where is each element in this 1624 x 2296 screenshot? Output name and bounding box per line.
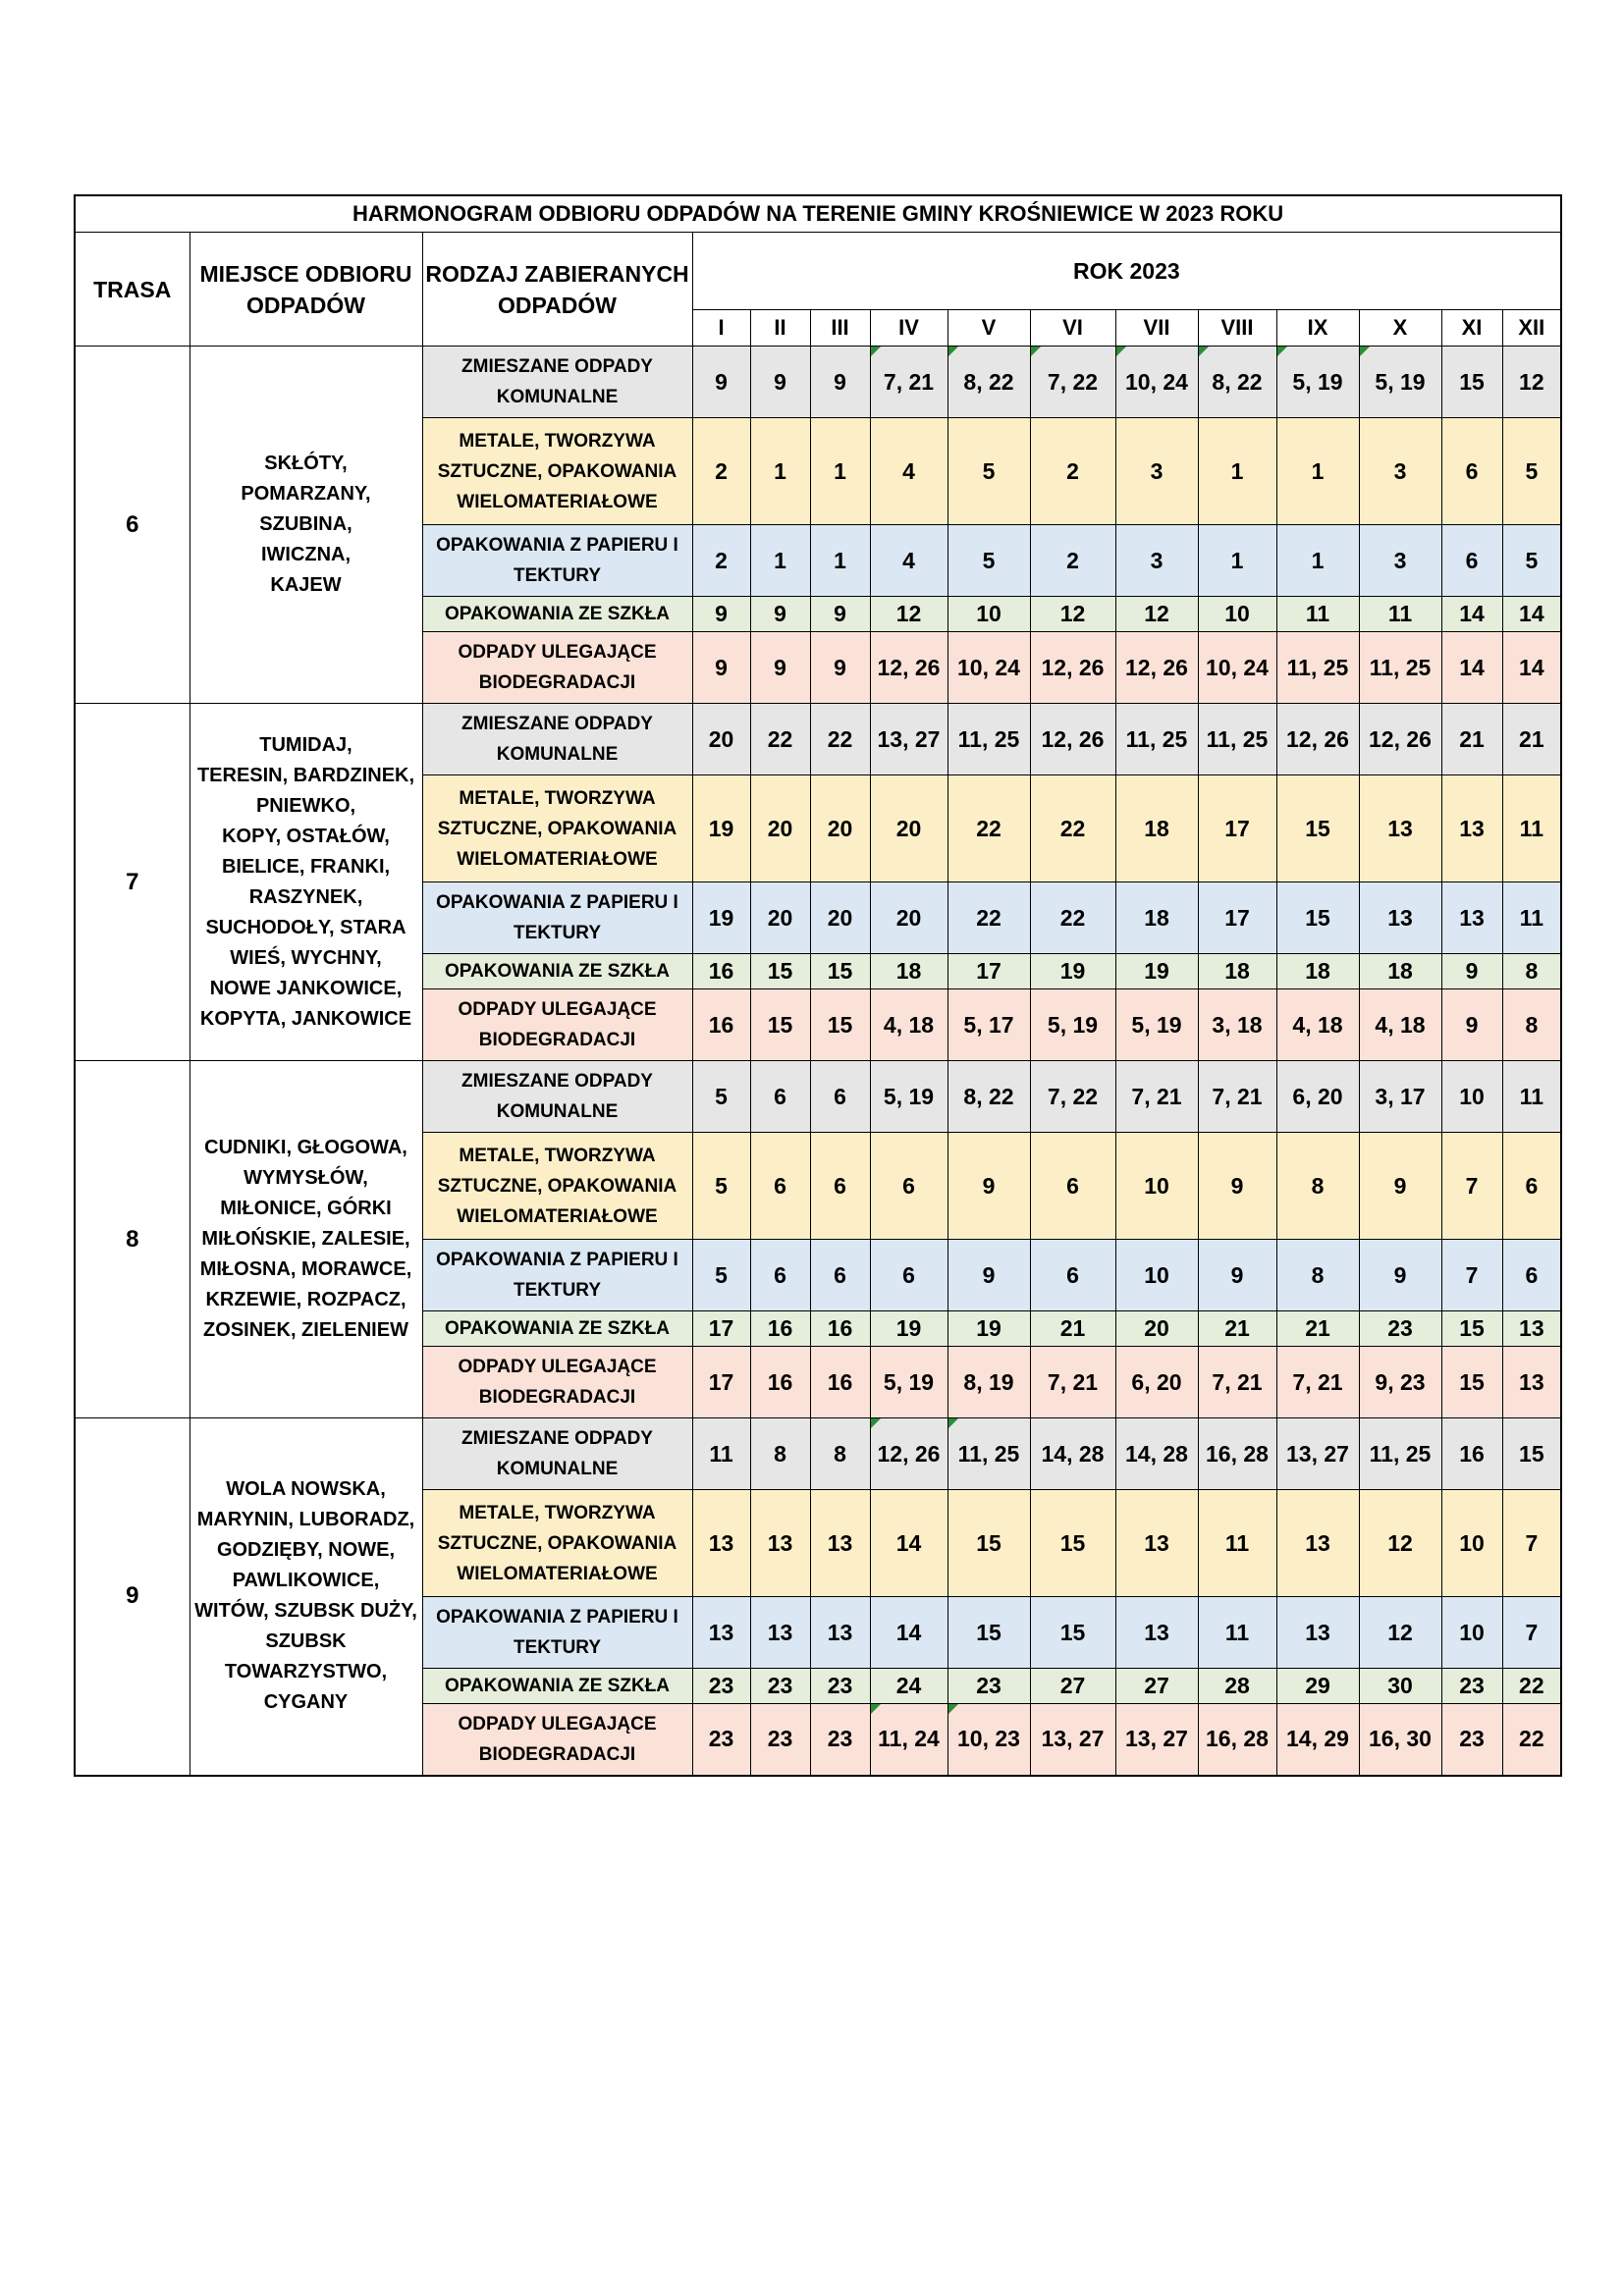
pickup-date-cell: 6, 20 [1115, 1347, 1198, 1418]
pickup-date-cell: 19 [947, 1311, 1030, 1347]
pickup-date-cell: 10 [1115, 1240, 1198, 1311]
pickup-date-cell: 1 [1198, 418, 1276, 525]
pickup-date-cell: 8 [1276, 1240, 1359, 1311]
pickup-date-cell: 4, 18 [1276, 989, 1359, 1061]
pickup-date-cell: 15 [947, 1597, 1030, 1669]
table-row [75, 1418, 1561, 1490]
waste-type-label: OPAKOWANIA Z PAPIERU I TEKTURY [422, 525, 692, 597]
pickup-date-cell: 27 [1030, 1669, 1115, 1704]
waste-type-label: OPAKOWANIA Z PAPIERU I TEKTURY [422, 1240, 692, 1311]
pickup-date-cell: 11 [1502, 882, 1561, 954]
pickup-date-cell: 14 [870, 1597, 947, 1669]
pickup-date-cell: 27 [1115, 1669, 1198, 1704]
pickup-date-cell: 15 [1502, 1418, 1561, 1490]
pickup-date-cell: 23 [750, 1704, 810, 1776]
pickup-date-cell: 8, 22 [1198, 347, 1276, 418]
pickup-date-cell: 8 [1276, 1133, 1359, 1240]
pickup-date-cell: 5 [692, 1061, 750, 1133]
month-header: XII [1502, 310, 1561, 347]
pickup-date-cell: 23 [692, 1669, 750, 1704]
pickup-date-cell: 23 [810, 1669, 870, 1704]
pickup-date-cell: 11, 25 [1198, 704, 1276, 775]
pickup-date-cell: 12, 26 [1030, 632, 1115, 704]
pickup-date-cell: 18 [870, 954, 947, 989]
pickup-date-cell: 15 [1441, 347, 1502, 418]
pickup-date-cell: 7 [1441, 1133, 1502, 1240]
pickup-date-cell: 22 [1502, 1669, 1561, 1704]
pickup-date-cell: 13, 27 [1276, 1418, 1359, 1490]
pickup-date-cell: 11, 25 [1359, 1418, 1441, 1490]
pickup-date-cell: 6 [870, 1133, 947, 1240]
pickup-date-cell: 17 [692, 1347, 750, 1418]
pickup-date-cell: 16 [810, 1347, 870, 1418]
pickup-date-cell: 4, 18 [1359, 989, 1441, 1061]
pickup-date-cell: 16, 30 [1359, 1704, 1441, 1776]
pickup-date-cell: 9 [1359, 1240, 1441, 1311]
month-header: V [947, 310, 1030, 347]
pickup-date-cell: 5 [1502, 525, 1561, 597]
pickup-date-cell: 20 [692, 704, 750, 775]
pickup-date-cell: 8, 22 [947, 1061, 1030, 1133]
pickup-date-cell: 13 [1441, 775, 1502, 882]
pickup-date-cell: 5 [947, 525, 1030, 597]
pickup-date-cell: 16 [692, 954, 750, 989]
pickup-date-cell: 18 [1198, 954, 1276, 989]
pickup-date-cell: 6, 20 [1276, 1061, 1359, 1133]
pickup-date-cell: 11 [1359, 597, 1441, 632]
pickup-date-cell: 22 [947, 882, 1030, 954]
pickup-date-cell: 7, 21 [1198, 1347, 1276, 1418]
pickup-date-cell: 18 [1115, 775, 1198, 882]
table-row [75, 347, 1561, 418]
month-header: I [692, 310, 750, 347]
pickup-date-cell: 6 [750, 1133, 810, 1240]
pickup-date-cell: 3 [1115, 525, 1198, 597]
month-header: VIII [1198, 310, 1276, 347]
pickup-date-cell: 7, 21 [1198, 1061, 1276, 1133]
pickup-date-cell: 9 [947, 1133, 1030, 1240]
pickup-date-cell: 10, 23 [947, 1704, 1030, 1776]
month-header: XI [1441, 310, 1502, 347]
waste-type-label: ODPADY ULEGAJĄCE BIODEGRADACJI [422, 632, 692, 704]
pickup-date-cell: 13 [1359, 882, 1441, 954]
pickup-date-cell: 11 [1502, 1061, 1561, 1133]
pickup-date-cell: 12 [1359, 1490, 1441, 1597]
pickup-date-cell: 10 [1115, 1133, 1198, 1240]
pickup-date-cell: 1 [1276, 418, 1359, 525]
header-waste-type: RODZAJ ZABIERANYCH ODPADÓW [422, 233, 692, 347]
pickup-date-cell: 9 [1198, 1240, 1276, 1311]
pickup-date-cell: 3, 18 [1198, 989, 1276, 1061]
pickup-date-cell: 13 [810, 1597, 870, 1669]
pickup-date-cell: 13 [750, 1490, 810, 1597]
pickup-date-cell: 5 [947, 418, 1030, 525]
pickup-date-cell: 8, 19 [947, 1347, 1030, 1418]
pickup-date-cell: 13 [1115, 1490, 1198, 1597]
pickup-date-cell: 11, 24 [870, 1704, 947, 1776]
pickup-date-cell: 12 [1502, 347, 1561, 418]
route-number: 8 [75, 1061, 189, 1418]
pickup-date-cell: 19 [1030, 954, 1115, 989]
pickup-date-cell: 5, 19 [1030, 989, 1115, 1061]
pickup-date-cell: 11 [1502, 775, 1561, 882]
month-header: IX [1276, 310, 1359, 347]
pickup-date-cell: 14 [1502, 597, 1561, 632]
pickup-date-cell: 6 [1030, 1240, 1115, 1311]
pickup-date-cell: 15 [1276, 882, 1359, 954]
pickup-date-cell: 14, 28 [1115, 1418, 1198, 1490]
waste-type-label: METALE, TWORZYWA SZTUCZNE, OPAKOWANIA WIELOMATERIAŁOWE [422, 1133, 692, 1240]
pickup-date-cell: 21 [1030, 1311, 1115, 1347]
pickup-date-cell: 1 [810, 418, 870, 525]
pickup-date-cell: 7, 21 [1030, 1347, 1115, 1418]
waste-type-label: ZMIESZANE ODPADY KOMUNALNE [422, 1418, 692, 1490]
pickup-date-cell: 9 [750, 347, 810, 418]
pickup-date-cell: 21 [1502, 704, 1561, 775]
pickup-date-cell: 15 [1441, 1347, 1502, 1418]
schedule-table [74, 194, 1562, 1777]
pickup-date-cell: 2 [692, 525, 750, 597]
pickup-date-cell: 7, 21 [870, 347, 947, 418]
header-year: ROK 2023 [692, 233, 1561, 310]
waste-type-label: OPAKOWANIA Z PAPIERU I TEKTURY [422, 882, 692, 954]
pickup-date-cell: 5 [1502, 418, 1561, 525]
pickup-date-cell: 13 [1502, 1347, 1561, 1418]
table-row [75, 704, 1561, 775]
waste-type-label: ODPADY ULEGAJĄCE BIODEGRADACJI [422, 989, 692, 1061]
schedule-body [75, 347, 1561, 1776]
pickup-date-cell: 3 [1359, 525, 1441, 597]
pickup-date-cell: 10, 24 [1198, 632, 1276, 704]
pickup-date-cell: 13 [1359, 775, 1441, 882]
pickup-date-cell: 13, 27 [870, 704, 947, 775]
pickup-date-cell: 11, 25 [1115, 704, 1198, 775]
pickup-date-cell: 5, 19 [1359, 347, 1441, 418]
pickup-date-cell: 14 [1502, 632, 1561, 704]
pickup-date-cell: 9 [750, 597, 810, 632]
header-place: MIEJSCE ODBIORU ODPADÓW [189, 233, 422, 347]
pickup-date-cell: 22 [1030, 775, 1115, 882]
pickup-date-cell: 16, 28 [1198, 1418, 1276, 1490]
pickup-date-cell: 16 [810, 1311, 870, 1347]
pickup-date-cell: 11, 25 [1359, 632, 1441, 704]
month-header: IV [870, 310, 947, 347]
pickup-date-cell: 16, 28 [1198, 1704, 1276, 1776]
pickup-date-cell: 13 [1441, 882, 1502, 954]
pickup-date-cell: 13 [1502, 1311, 1561, 1347]
pickup-date-cell: 3 [1359, 418, 1441, 525]
pickup-date-cell: 14 [1441, 632, 1502, 704]
pickup-date-cell: 11 [1198, 1597, 1276, 1669]
pickup-date-cell: 2 [1030, 418, 1115, 525]
pickup-date-cell: 2 [1030, 525, 1115, 597]
pickup-date-cell: 4, 18 [870, 989, 947, 1061]
waste-type-label: OPAKOWANIA ZE SZKŁA [422, 597, 692, 632]
pickup-date-cell: 4 [870, 418, 947, 525]
pickup-date-cell: 11 [1276, 597, 1359, 632]
pickup-date-cell: 8 [750, 1418, 810, 1490]
pickup-date-cell: 1 [750, 525, 810, 597]
pickup-date-cell: 23 [750, 1669, 810, 1704]
pickup-date-cell: 11, 25 [1276, 632, 1359, 704]
pickup-date-cell: 16 [750, 1347, 810, 1418]
pickup-date-cell: 12, 26 [1276, 704, 1359, 775]
month-header: III [810, 310, 870, 347]
pickup-date-cell: 11, 25 [947, 1418, 1030, 1490]
pickup-date-cell: 6 [750, 1061, 810, 1133]
pickup-date-cell: 5, 19 [870, 1347, 947, 1418]
pickup-date-cell: 15 [1441, 1311, 1502, 1347]
pickup-date-cell: 19 [692, 882, 750, 954]
pickup-date-cell: 22 [1502, 1704, 1561, 1776]
pickup-date-cell: 7, 22 [1030, 1061, 1115, 1133]
pickup-date-cell: 18 [1359, 954, 1441, 989]
pickup-date-cell: 10, 24 [947, 632, 1030, 704]
pickup-date-cell: 9 [1441, 989, 1502, 1061]
pickup-date-cell: 13 [1115, 1597, 1198, 1669]
pickup-date-cell: 12 [870, 597, 947, 632]
pickup-date-cell: 11, 25 [947, 704, 1030, 775]
pickup-date-cell: 12, 26 [1030, 704, 1115, 775]
pickup-date-cell: 6 [1441, 418, 1502, 525]
pickup-date-cell: 21 [1198, 1311, 1276, 1347]
pickup-date-cell: 23 [947, 1669, 1030, 1704]
pickup-date-cell: 15 [1030, 1490, 1115, 1597]
header-trasa: TRASA [75, 233, 189, 347]
pickup-date-cell: 18 [1115, 882, 1198, 954]
pickup-date-cell: 12 [1359, 1597, 1441, 1669]
waste-type-label: ODPADY ULEGAJĄCE BIODEGRADACJI [422, 1704, 692, 1776]
route-number: 6 [75, 347, 189, 704]
pickup-date-cell: 8, 22 [947, 347, 1030, 418]
pickup-date-cell: 1 [750, 418, 810, 525]
pickup-date-cell: 9 [692, 632, 750, 704]
table-row [75, 1061, 1561, 1133]
pickup-date-cell: 29 [1276, 1669, 1359, 1704]
route-number: 9 [75, 1418, 189, 1776]
pickup-date-cell: 16 [1441, 1418, 1502, 1490]
waste-type-label: METALE, TWORZYWA SZTUCZNE, OPAKOWANIA WIELOMATERIAŁOWE [422, 775, 692, 882]
pickup-date-cell: 1 [1276, 525, 1359, 597]
month-header: II [750, 310, 810, 347]
pickup-date-cell: 5, 19 [870, 1061, 947, 1133]
pickup-date-cell: 20 [810, 882, 870, 954]
pickup-date-cell: 9 [810, 597, 870, 632]
pickup-date-cell: 6 [1441, 525, 1502, 597]
waste-type-label: ODPADY ULEGAJĄCE BIODEGRADACJI [422, 1347, 692, 1418]
route-places: WOLA NOWSKA, MARYNIN, LUBORADZ, GODZIĘBY, NOWE, PAWLIKOWICE, WITÓW, SZUBSK DUŻY, SZUBSK TOWARZYSTWO, CYGANY [189, 1418, 422, 1776]
pickup-date-cell: 6 [750, 1240, 810, 1311]
pickup-date-cell: 22 [810, 704, 870, 775]
pickup-date-cell: 6 [810, 1240, 870, 1311]
waste-type-label: METALE, TWORZYWA SZTUCZNE, OPAKOWANIA WIELOMATERIAŁOWE [422, 1490, 692, 1597]
pickup-date-cell: 10 [1441, 1061, 1502, 1133]
pickup-date-cell: 30 [1359, 1669, 1441, 1704]
pickup-date-cell: 22 [750, 704, 810, 775]
pickup-date-cell: 8 [1502, 989, 1561, 1061]
pickup-date-cell: 13, 27 [1030, 1704, 1115, 1776]
pickup-date-cell: 22 [947, 775, 1030, 882]
pickup-date-cell: 15 [750, 954, 810, 989]
month-header: X [1359, 310, 1441, 347]
pickup-date-cell: 5 [692, 1240, 750, 1311]
pickup-date-cell: 7, 21 [1115, 1061, 1198, 1133]
pickup-date-cell: 7, 22 [1030, 347, 1115, 418]
pickup-date-cell: 1 [810, 525, 870, 597]
waste-type-label: OPAKOWANIA ZE SZKŁA [422, 1669, 692, 1704]
pickup-date-cell: 6 [1502, 1240, 1561, 1311]
pickup-date-cell: 15 [810, 989, 870, 1061]
pickup-date-cell: 24 [870, 1669, 947, 1704]
route-places: TUMIDAJ, TERESIN, BARDZINEK, PNIEWKO, KOPY, OSTAŁÓW, BIELICE, FRANKI, RASZYNEK, SUCHODOŁY, STARA WIEŚ, WYCHNY, NOWE JANKOWICE, KOPYTA, JANKOWICE [189, 704, 422, 1061]
pickup-date-cell: 20 [870, 775, 947, 882]
pickup-date-cell: 23 [1441, 1669, 1502, 1704]
pickup-date-cell: 17 [692, 1311, 750, 1347]
pickup-date-cell: 4 [870, 525, 947, 597]
waste-type-label: OPAKOWANIA ZE SZKŁA [422, 1311, 692, 1347]
pickup-date-cell: 9 [1441, 954, 1502, 989]
pickup-date-cell: 14, 28 [1030, 1418, 1115, 1490]
pickup-date-cell: 15 [947, 1490, 1030, 1597]
pickup-date-cell: 5 [692, 1133, 750, 1240]
pickup-date-cell: 5, 17 [947, 989, 1030, 1061]
pickup-date-cell: 20 [1115, 1311, 1198, 1347]
page-title: HARMONOGRAM ODBIORU ODPADÓW NA TERENIE GMINY KROŚNIEWICE W 2023 ROKU [75, 195, 1561, 233]
month-header: VII [1115, 310, 1198, 347]
pickup-date-cell: 7 [1502, 1490, 1561, 1597]
pickup-date-cell: 13 [1276, 1597, 1359, 1669]
pickup-date-cell: 9 [947, 1240, 1030, 1311]
waste-type-label: ZMIESZANE ODPADY KOMUNALNE [422, 704, 692, 775]
pickup-date-cell: 14 [870, 1490, 947, 1597]
route-number: 7 [75, 704, 189, 1061]
pickup-date-cell: 13 [692, 1597, 750, 1669]
pickup-date-cell: 23 [692, 1704, 750, 1776]
pickup-date-cell: 17 [1198, 775, 1276, 882]
pickup-date-cell: 8 [810, 1418, 870, 1490]
pickup-date-cell: 18 [1276, 954, 1359, 989]
pickup-date-cell: 3, 17 [1359, 1061, 1441, 1133]
pickup-date-cell: 3 [1115, 418, 1198, 525]
waste-type-label: OPAKOWANIA Z PAPIERU I TEKTURY [422, 1597, 692, 1669]
pickup-date-cell: 20 [810, 775, 870, 882]
pickup-date-cell: 17 [1198, 882, 1276, 954]
pickup-date-cell: 10 [1198, 597, 1276, 632]
pickup-date-cell: 9 [1359, 1133, 1441, 1240]
pickup-date-cell: 9 [810, 347, 870, 418]
pickup-date-cell: 15 [750, 989, 810, 1061]
pickup-date-cell: 9, 23 [1359, 1347, 1441, 1418]
pickup-date-cell: 12, 26 [1359, 704, 1441, 775]
waste-type-label: METALE, TWORZYWA SZTUCZNE, OPAKOWANIA WIELOMATERIAŁOWE [422, 418, 692, 525]
pickup-date-cell: 19 [1115, 954, 1198, 989]
pickup-date-cell: 17 [947, 954, 1030, 989]
pickup-date-cell: 6 [810, 1133, 870, 1240]
pickup-date-cell: 10 [1441, 1490, 1502, 1597]
pickup-date-cell: 6 [1502, 1133, 1561, 1240]
pickup-date-cell: 15 [1276, 775, 1359, 882]
pickup-date-cell: 13 [1276, 1490, 1359, 1597]
pickup-date-cell: 6 [870, 1240, 947, 1311]
pickup-date-cell: 23 [1441, 1704, 1502, 1776]
pickup-date-cell: 21 [1441, 704, 1502, 775]
pickup-date-cell: 14, 29 [1276, 1704, 1359, 1776]
pickup-date-cell: 20 [750, 882, 810, 954]
pickup-date-cell: 23 [1359, 1311, 1441, 1347]
route-places: CUDNIKI, GŁOGOWA, WYMYSŁÓW, MIŁONICE, GÓRKI MIŁOŃSKIE, ZALESIE, MIŁOSNA, MORAWCE, KRZEWIE, ROZPACZ, ZOSINEK, ZIELENIEW [189, 1061, 422, 1418]
pickup-date-cell: 5, 19 [1276, 347, 1359, 418]
pickup-date-cell: 16 [750, 1311, 810, 1347]
pickup-date-cell: 12, 26 [1115, 632, 1198, 704]
waste-type-label: ZMIESZANE ODPADY KOMUNALNE [422, 347, 692, 418]
waste-type-label: OPAKOWANIA ZE SZKŁA [422, 954, 692, 989]
waste-type-label: ZMIESZANE ODPADY KOMUNALNE [422, 1061, 692, 1133]
pickup-date-cell: 19 [870, 1311, 947, 1347]
pickup-date-cell: 5, 19 [1115, 989, 1198, 1061]
pickup-date-cell: 11 [1198, 1490, 1276, 1597]
pickup-date-cell: 12 [1115, 597, 1198, 632]
pickup-date-cell: 6 [810, 1061, 870, 1133]
pickup-date-cell: 13 [692, 1490, 750, 1597]
pickup-date-cell: 15 [810, 954, 870, 989]
pickup-date-cell: 9 [750, 632, 810, 704]
pickup-date-cell: 8 [1502, 954, 1561, 989]
pickup-date-cell: 15 [1030, 1597, 1115, 1669]
pickup-date-cell: 10 [947, 597, 1030, 632]
pickup-date-cell: 13, 27 [1115, 1704, 1198, 1776]
pickup-date-cell: 13 [810, 1490, 870, 1597]
pickup-date-cell: 9 [1198, 1133, 1276, 1240]
pickup-date-cell: 2 [692, 418, 750, 525]
pickup-date-cell: 7, 21 [1276, 1347, 1359, 1418]
pickup-date-cell: 20 [750, 775, 810, 882]
pickup-date-cell: 6 [1030, 1133, 1115, 1240]
pickup-date-cell: 28 [1198, 1669, 1276, 1704]
pickup-date-cell: 9 [692, 597, 750, 632]
month-header: VI [1030, 310, 1115, 347]
pickup-date-cell: 20 [870, 882, 947, 954]
pickup-date-cell: 9 [810, 632, 870, 704]
pickup-date-cell: 7 [1502, 1597, 1561, 1669]
pickup-date-cell: 10, 24 [1115, 347, 1198, 418]
pickup-date-cell: 11 [692, 1418, 750, 1490]
pickup-date-cell: 19 [692, 775, 750, 882]
route-places: SKŁÓTY, POMARZANY, SZUBINA, IWICZNA, KAJEW [189, 347, 422, 704]
pickup-date-cell: 21 [1276, 1311, 1359, 1347]
pickup-date-cell: 10 [1441, 1597, 1502, 1669]
pickup-date-cell: 13 [750, 1597, 810, 1669]
pickup-date-cell: 16 [692, 989, 750, 1061]
pickup-date-cell: 12, 26 [870, 632, 947, 704]
pickup-date-cell: 22 [1030, 882, 1115, 954]
pickup-date-cell: 9 [692, 347, 750, 418]
pickup-date-cell: 12 [1030, 597, 1115, 632]
pickup-date-cell: 1 [1198, 525, 1276, 597]
pickup-date-cell: 14 [1441, 597, 1502, 632]
pickup-date-cell: 23 [810, 1704, 870, 1776]
pickup-date-cell: 12, 26 [870, 1418, 947, 1490]
pickup-date-cell: 7 [1441, 1240, 1502, 1311]
